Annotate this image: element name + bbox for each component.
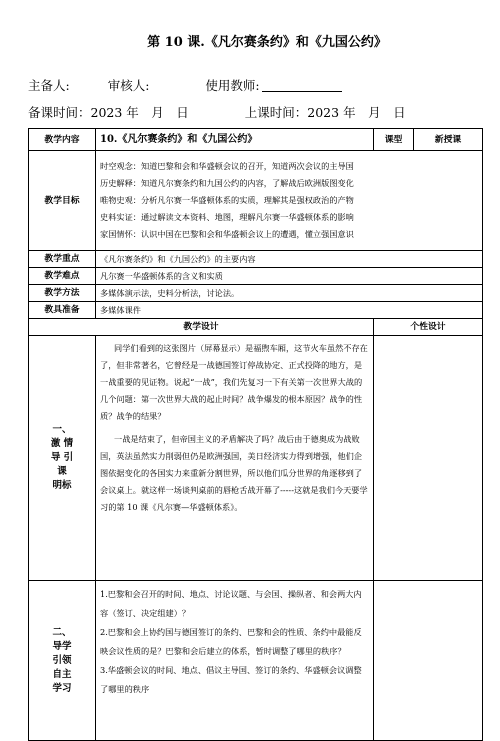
class-time: 上课时间：2023 年 月 日 [244, 105, 406, 120]
content-label: 教学内容 [29, 129, 96, 151]
section1-content [96, 336, 374, 581]
difficulty-label: 教学难点 [29, 268, 96, 285]
method-label: 教学方法 [29, 285, 96, 302]
goals-label: 教学目标 [29, 151, 96, 251]
lesson-planner-label: 主备人: [28, 78, 70, 93]
section1-row [29, 336, 483, 581]
key-row [29, 251, 483, 268]
section2-paragraph: 1.巴黎和会召开的时间、地点、讨论议题、与会国、操纵者、和会两大内容（签订、决定组建）？ [100, 589, 362, 618]
goal-item: 时空观念：知道巴黎和会和华盛顿会议的召开，知道两次会议的主导国 [100, 161, 354, 171]
content-value: 10.《凡尔赛条约》和《九国公约》 [96, 129, 374, 151]
method-value: 多媒体演示法，史料分析法，讨论法。 [96, 285, 483, 302]
section1-personal-cell [374, 336, 483, 581]
section2-content [96, 581, 374, 741]
teacher-blank-line [262, 79, 342, 92]
reviewer-label: 审核人: [107, 78, 150, 93]
section2-label: 二、 导学 引领 自主 学习 [29, 581, 96, 741]
goal-item: 史料实证：通过解读文本资料、地图，理解凡尔赛一华盛顿体系的影响 [100, 212, 354, 222]
prep-label: 教具准备 [29, 302, 96, 319]
goals-cell [96, 151, 483, 251]
design-header-row [29, 319, 483, 336]
section2-paragraph: 2.巴黎和会上协约国与德国签订的条约、巴黎和会的性质、条约中最能反映会议性质的是？巴黎和会后建立的体系，暂时调整了哪里的秩序？ [100, 627, 362, 656]
section2-personal-cell [374, 581, 483, 741]
section1-label: 一、 激 情 导 引 课 明标 [29, 336, 96, 581]
page-title: 第 10 课.《凡尔赛条约》和《九国公约》 [147, 35, 387, 50]
section2-paragraph: 3.华盛顿会议的时间、地点、倡议主导国、签订的条约、华盛顿会议调整了哪里的秩序 [100, 665, 362, 694]
staff-line [28, 76, 342, 94]
key-value: 《凡尔赛条约》和《九国公约》的主要内容 [96, 251, 483, 268]
method-row [29, 285, 483, 302]
time-line [28, 103, 406, 121]
section2-row [29, 581, 483, 741]
goal-item: 唯物史观：分析凡尔赛一华盛顿体系的实质，理解其是强权政治的产物 [100, 195, 354, 205]
difficulty-row [29, 268, 483, 285]
type-label: 课型 [374, 129, 414, 151]
content-row [29, 129, 483, 151]
prep-row [29, 302, 483, 319]
section1-paragraph: 一战是结束了，但帝国主义的矛盾解决了吗？战后由于德奥成为战败国，英法虽然实力削弱但仍是欧洲强国，美日经济实力得到增强，他们企图依据变化的各国实力来重新分割世界，所以他们瓜分世界的角逐移到了会议桌上。就这样一场谈判桌前的唇枪舌战开幕了-----这就是我们今天要学习的第 10 课《凡尔赛—华盛顿体系》。 [100, 434, 368, 512]
difficulty-value: 凡尔赛一华盛顿体系的含义和实质 [96, 268, 483, 285]
lesson-plan-table [28, 128, 483, 741]
goal-item: 历史解释：知道凡尔赛条约和九国公约的内容，了解战后欧洲版图变化 [100, 178, 354, 188]
type-value: 新授课 [414, 129, 483, 151]
section1-paragraph: 同学们看到的这张图片（屏幕显示）是福煦车厢，这节火车虽然不存在了，但非常著名，它曾经是一战德国签订停战协定、正式投降的地方，是一战重要的见证物。说起“一战”，我们先复习一下有关第一次世界大战的几个问题：第一次世界大战的起止时间？战争爆发的根本原因？战争的性质？战争的结果？ [100, 343, 368, 421]
prep-time: 备课时间：2023 年 月 日 [28, 105, 189, 120]
personal-label: 个性设计 [374, 319, 483, 336]
teacher-label: 使用教师: [205, 78, 260, 93]
goals-row [29, 151, 483, 251]
key-label: 教学重点 [29, 251, 96, 268]
prep-value: 多媒体课件 [96, 302, 483, 319]
design-label: 教学设计 [29, 319, 374, 336]
goal-item: 家国情怀：认识中国在巴黎和会和华盛顿会议上的遭遇，懂立强国意识 [100, 229, 354, 239]
